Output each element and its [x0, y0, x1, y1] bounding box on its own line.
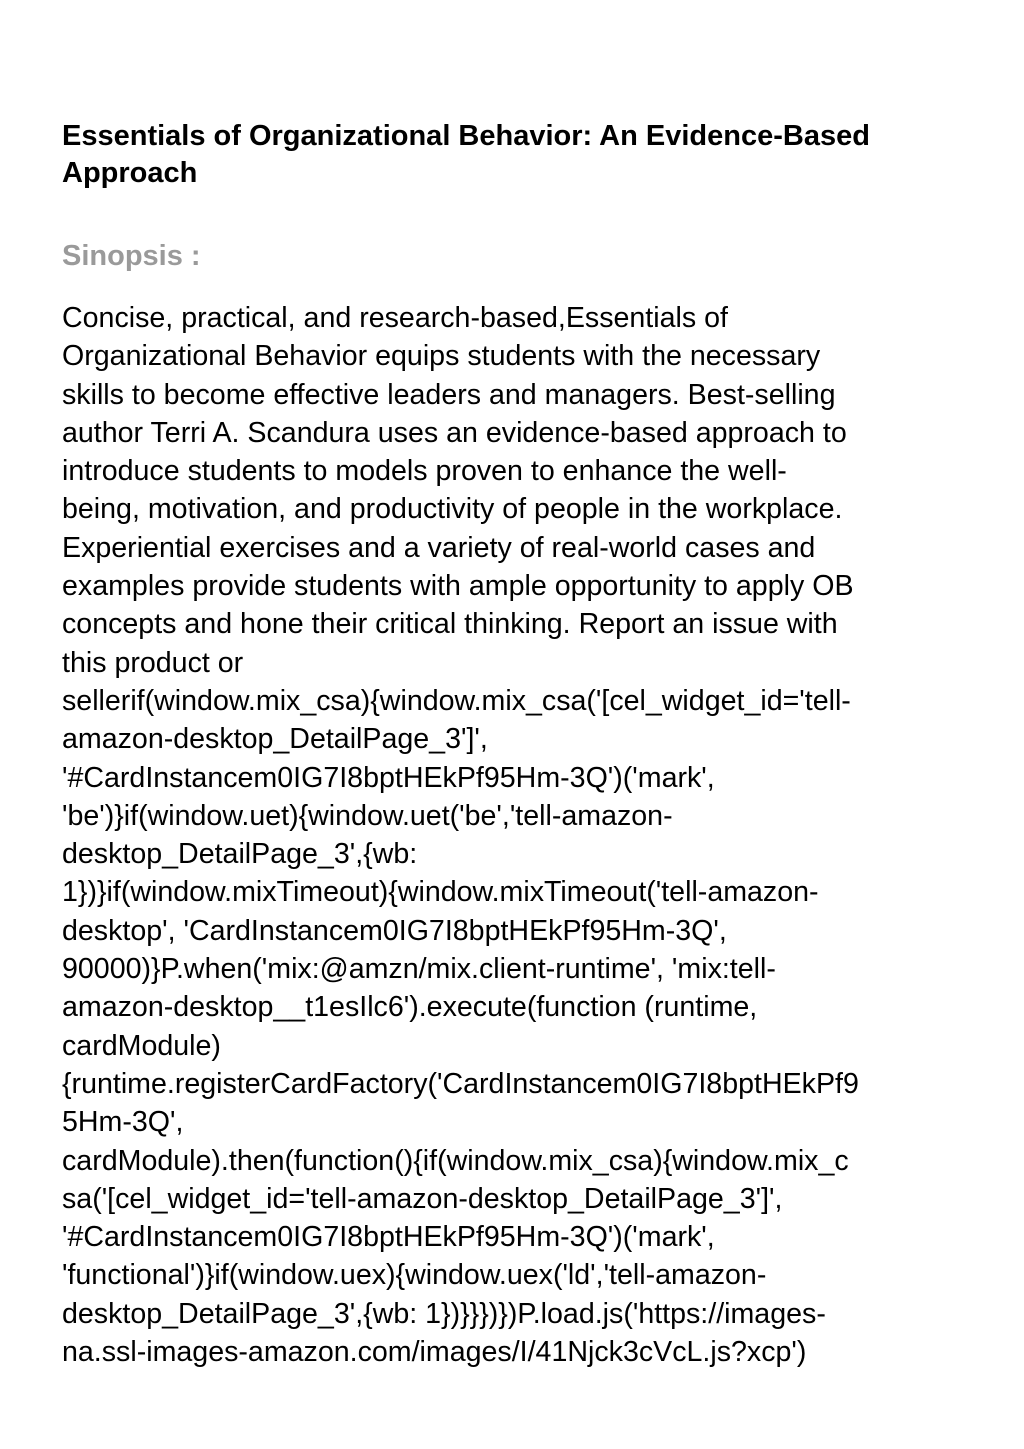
synopsis-line: cardModule)	[62, 1029, 221, 1062]
synopsis-line: introduce students to models proven to enhance the well-	[62, 455, 787, 488]
title-line: Approach	[62, 157, 198, 189]
synopsis-line: sellerif(window.mix_csa){window.mix_csa('[cel_widget_id='tell-	[62, 684, 851, 717]
synopsis-line: examples provide students with ample opportunity to apply OB	[62, 570, 854, 603]
synopsis-line: amazon-desktop__t1esIlc6').execute(function (runtime,	[62, 991, 758, 1024]
synopsis-line: 'be')}if(window.uet){window.uet('be','tell-amazon-	[62, 799, 673, 832]
document-page	[62, 118, 967, 1371]
synopsis-line: this product or	[62, 646, 244, 679]
synopsis-line: 90000)}P.when('mix:@amzn/mix.client-runtime', 'mix:tell-	[62, 953, 776, 986]
synopsis-line: desktop_DetailPage_3',{wb: 1})}}})})P.load.js('https://images-	[62, 1297, 826, 1330]
synopsis-line: desktop', 'CardInstancem0IG7I8bptHEkPf95Hm-3Q',	[62, 914, 727, 947]
synopsis-line: amazon-desktop_DetailPage_3']',	[62, 723, 488, 756]
synopsis-line: skills to become effective leaders and managers. Best-selling	[62, 378, 836, 411]
synopsis-line: 1})}if(window.mixTimeout){window.mixTimeout('tell-amazon-	[62, 876, 819, 909]
synopsis-line: '#CardInstancem0IG7I8bptHEkPf95Hm-3Q')('mark',	[62, 1221, 715, 1254]
synopsis-line: 'functional')}if(window.uex){window.uex('ld','tell-amazon-	[62, 1259, 767, 1292]
synopsis-line: Experiential exercises and a variety of real-world cases and	[62, 531, 816, 564]
synopsis-line: 5Hm-3Q',	[62, 1106, 184, 1139]
synopsis-line: cardModule).then(function(){if(window.mix_csa){window.mix_c	[62, 1144, 849, 1177]
title-line: Essentials of Organizational Behavior: An Evidence-Based	[62, 120, 870, 152]
synopsis-line: '#CardInstancem0IG7I8bptHEkPf95Hm-3Q')('mark',	[62, 761, 715, 794]
synopsis-line: concepts and hone their critical thinking. Report an issue with	[62, 608, 838, 641]
synopsis-line: {runtime.registerCardFactory('CardInstancem0IG7I8bptHEkPf9	[62, 1067, 859, 1100]
synopsis-line: Organizational Behavior equips students with the necessary	[62, 340, 821, 373]
document-title	[62, 118, 967, 192]
synopsis-body	[62, 299, 967, 1371]
synopsis-line: author Terri A. Scandura uses an evidence-based approach to	[62, 416, 847, 449]
synopsis-heading: Sinopsis :	[62, 240, 201, 272]
synopsis-line: na.ssl-images-amazon.com/images/I/41Njck3cVcL.js?xcp')	[62, 1336, 807, 1369]
synopsis-line: being, motivation, and productivity of people in the workplace.	[62, 493, 843, 526]
synopsis-line: desktop_DetailPage_3',{wb:	[62, 838, 418, 871]
synopsis-line: Concise, practical, and research-based,Essentials of	[62, 302, 728, 334]
synopsis-line: sa('[cel_widget_id='tell-amazon-desktop_DetailPage_3']',	[62, 1182, 783, 1215]
